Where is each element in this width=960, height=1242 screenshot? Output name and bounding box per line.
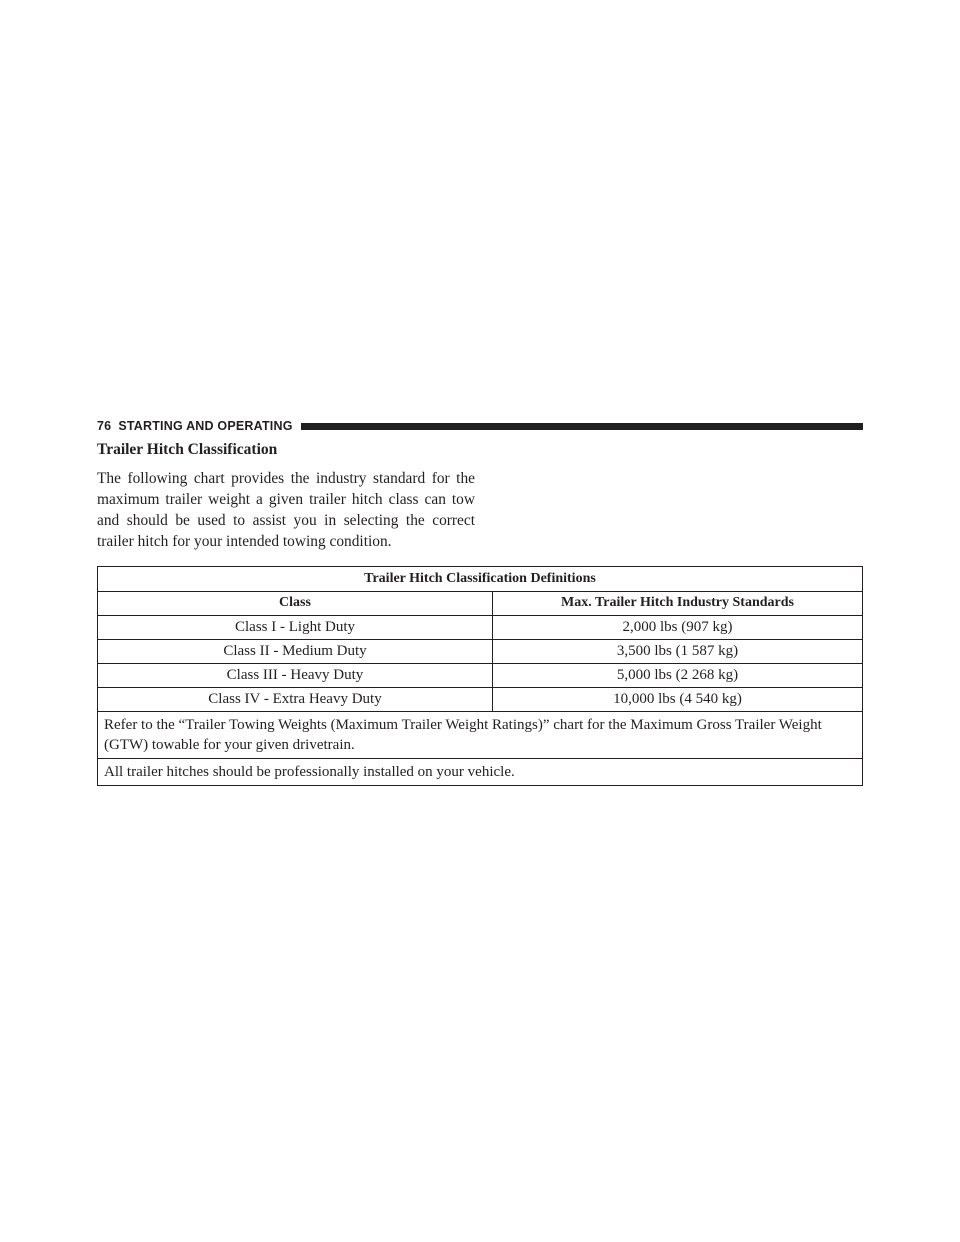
standard-cell: 10,000 lbs (4 540 kg) bbox=[493, 688, 863, 712]
class-cell: Class IV - Extra Heavy Duty bbox=[98, 688, 493, 712]
class-cell: Class III - Heavy Duty bbox=[98, 664, 493, 688]
section-label: STARTING AND OPERATING bbox=[118, 419, 293, 433]
header-rule bbox=[301, 423, 863, 430]
table-header-row bbox=[98, 592, 863, 616]
page-header bbox=[97, 416, 863, 436]
table-row bbox=[98, 664, 863, 688]
section-title: Trailer Hitch Classification bbox=[97, 441, 278, 458]
note-cell: Refer to the “Trailer Towing Weights (Maximum Trailer Weight Ratings)” chart for the Maximum Gross Trailer Weight (GTW) towable for your given drivetrain. bbox=[98, 712, 863, 759]
standard-cell: 5,000 lbs (2 268 kg) bbox=[493, 664, 863, 688]
class-cell: Class II - Medium Duty bbox=[98, 640, 493, 664]
hitch-classification-table bbox=[97, 566, 863, 786]
class-cell: Class I - Light Duty bbox=[98, 616, 493, 640]
table-title: Trailer Hitch Classification Definitions bbox=[98, 567, 863, 592]
note-cell: All trailer hitches should be professionally installed on your vehicle. bbox=[98, 759, 863, 786]
table-row bbox=[98, 640, 863, 664]
column-header-class: Class bbox=[98, 592, 493, 616]
table-row bbox=[98, 688, 863, 712]
standard-cell: 3,500 lbs (1 587 kg) bbox=[493, 640, 863, 664]
intro-paragraph: The following chart provides the industry standard for the maximum trailer weight a given trailer hitch class can tow and should be used to assist you in selecting the correct trailer hitch for your intended towing condition. bbox=[97, 470, 475, 550]
note-row bbox=[98, 712, 863, 759]
table-title-row bbox=[98, 567, 863, 592]
note-row bbox=[98, 759, 863, 786]
standard-cell: 2,000 lbs (907 kg) bbox=[493, 616, 863, 640]
page-number: 76 bbox=[97, 419, 112, 433]
column-header-standard: Max. Trailer Hitch Industry Standards bbox=[493, 592, 863, 616]
table-row bbox=[98, 616, 863, 640]
